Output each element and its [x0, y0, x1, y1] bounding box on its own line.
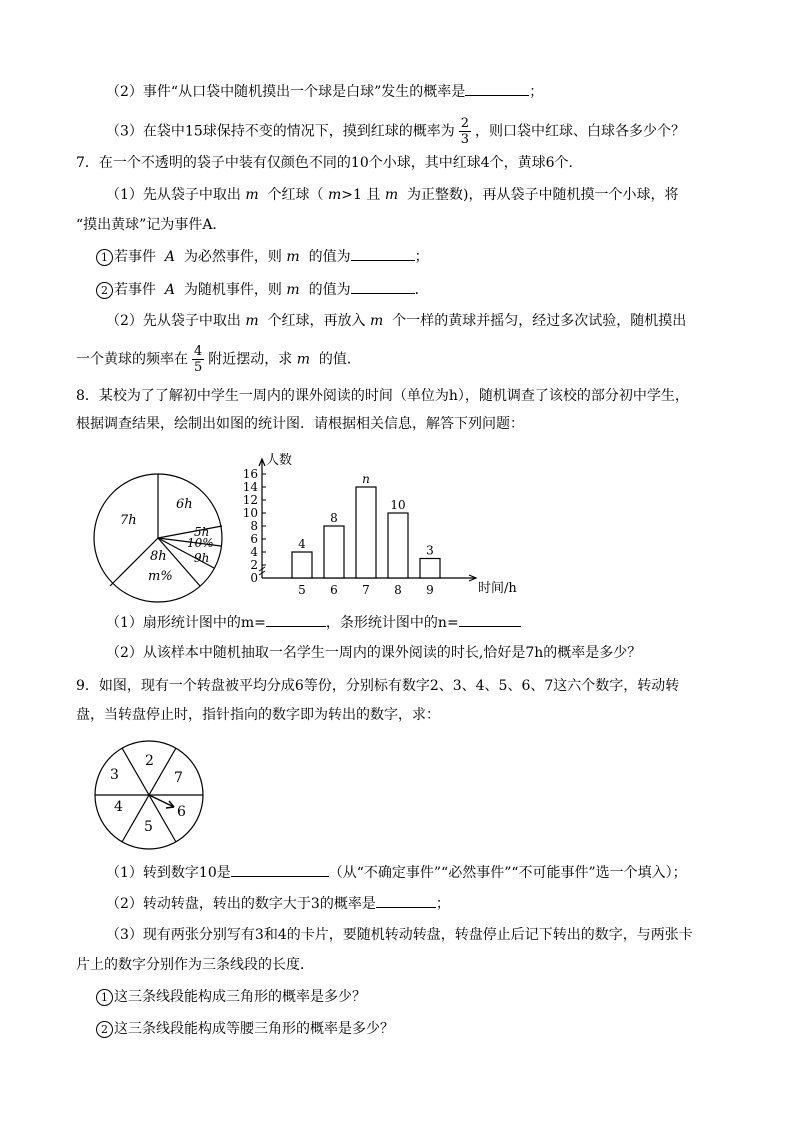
y-tick-label: 8 — [250, 519, 258, 533]
answer-blank-m[interactable] — [266, 612, 326, 627]
spinner-number: 7 — [174, 770, 183, 786]
q7-part2-line2: 一个黄球的频率在 $\frac{4}{5}$ 附近摆动，求 m 的值． — [76, 344, 361, 375]
answer-blank[interactable] — [376, 893, 436, 908]
y-tick-label: 4 — [250, 545, 258, 559]
q9-sub2: 2 这三条线段能构成等腰三角形的概率是多少？ — [96, 1019, 394, 1039]
q9-stem-line1: 9．如图，现有一个转盘被平均分成6等份，分别标有数字2、3、4、5、6、7这六个数字，转动转 — [76, 678, 680, 694]
answer-blank[interactable] — [351, 279, 415, 294]
bar-chart-xlabel: 时间/h — [478, 581, 517, 596]
circled-number: 2 — [96, 282, 113, 299]
q9-part3-line1: （3）现有两张分别写有3和4的卡片，要随机转动转盘，转盘停止后记下转出的数字，与两张卡 — [106, 927, 693, 943]
spinner-number: 3 — [110, 767, 119, 783]
y-tick-label: 12 — [242, 493, 258, 507]
bar — [292, 552, 312, 578]
bar-data-label: 4 — [298, 537, 306, 551]
bar — [388, 513, 408, 578]
bar — [356, 487, 376, 578]
bar-chart — [240, 448, 540, 598]
circled-number: 2 — [96, 1021, 113, 1038]
circled-number: 1 — [96, 249, 113, 266]
q8-stem-line2: 根据调查结果，绘制出如图的统计图．请根据相关信息，解答下列问题： — [76, 416, 524, 432]
y-tick-label: 10 — [242, 506, 258, 520]
spinner — [90, 737, 210, 857]
pie-label-10-percent: 10% — [187, 536, 214, 550]
answer-blank-n[interactable] — [459, 612, 521, 627]
bar — [420, 559, 440, 579]
y-tick-label: 6 — [250, 532, 258, 546]
bar-chart-ylabel: 人数 — [266, 453, 293, 468]
bar — [324, 526, 344, 578]
y-tick-label: 2 — [250, 558, 258, 572]
x-tick-label: 6 — [330, 583, 338, 597]
pie-label-9h: 9h — [194, 551, 210, 565]
answer-blank[interactable] — [231, 862, 329, 877]
q9-sub1: 1 这三条线段能构成三角形的概率是多少？ — [96, 987, 366, 1007]
q9-part2: （2）转动转盘，转出的数字大于3的概率是 ； — [106, 893, 450, 914]
spinner-number: 2 — [145, 753, 154, 769]
x-tick-label: 5 — [298, 583, 306, 597]
x-tick-label: 8 — [394, 583, 402, 597]
q7-part1-line1: （1）先从袋子中取出 m 个红球（ m>1 且 m 为正整数)，再从袋子中随机摸一个小球，将 — [106, 187, 679, 203]
spinner-number: 6 — [177, 804, 186, 820]
q7-stem: 7．在一个不透明的袋子中装有仅颜色不同的10个小球，其中红球4个，黄球6个． — [76, 155, 583, 171]
answer-blank[interactable] — [465, 81, 529, 96]
pie-label-m-percent: m% — [148, 569, 173, 584]
fraction-two-thirds: $\frac{2}{3}$ — [460, 116, 470, 147]
spinner-number: 4 — [114, 799, 123, 815]
pie-label-6h: 6h — [176, 497, 193, 512]
x-tick-label: 7 — [362, 583, 370, 597]
bar-data-label: 8 — [330, 511, 338, 525]
q9-part3-line2: 片上的数字分别作为三条线段的长度． — [76, 957, 314, 973]
q7-sub2: 2 若事件 A 为随机事件，则 m 的值为 ． — [96, 279, 429, 300]
circled-number: 1 — [96, 989, 113, 1006]
pie-chart — [90, 468, 230, 608]
q7-part1-line2: “摸出黄球”记为事件A． — [76, 217, 227, 233]
q9-stem-line2: 盘，当转盘停止时，指针指向的数字即为转出的数字，求： — [76, 707, 440, 723]
y-tick-label: 0 — [250, 571, 258, 585]
q6-part2: （2）事件“从口袋中随机摸出一个球是白球”发生的概率是 ； — [106, 81, 543, 102]
pie-label-7h: 7h — [120, 513, 137, 528]
x-tick-label: 9 — [426, 583, 434, 597]
q7-part2-line1: （2）先从袋子中取出 m 个红球，再放入 m 个一样的黄球并摇匀，经过多次试验，随机摸出 — [106, 313, 687, 329]
q7-sub1: 1 若事件 A 为必然事件，则 m 的值为 ； — [96, 246, 429, 267]
fraction-four-fifths: $\frac{4}{5}$ — [194, 344, 203, 375]
spinner-number: 5 — [144, 819, 153, 835]
pie-label-8h: 8h — [150, 549, 167, 564]
answer-blank[interactable] — [351, 246, 415, 261]
y-tick-label: 14 — [242, 480, 258, 494]
q8-part2: （2）从该样本中随机抽取一名学生一周内的课外阅读的时长,恰好是7h的概率是多少？ — [106, 645, 642, 661]
bar-data-label: 3 — [426, 543, 434, 558]
q6-part3: （3）在袋中15球保持不变的情况下，摸到红球的概率为 $\frac{2}{3}$ ，则口袋中红球、白球各多少个？ — [106, 116, 686, 147]
q9-part1: （1）转到数字10是 （从“不确定事件”“必然事件”“不可能事件”选一个填入）； — [106, 862, 687, 883]
bar-data-label: n — [362, 472, 370, 486]
q8-stem-line1: 8．某校为了了解初中学生一周内的课外阅读的时间（单位为h），随机调查了该校的部分初中学生， — [76, 388, 689, 404]
q8-part1: （1）扇形统计图中的m= ，条形统计图中的n= — [106, 612, 521, 633]
bar-data-label: 10 — [390, 498, 406, 512]
y-tick-label: 16 — [242, 467, 258, 481]
pie-label-5h: 5h — [194, 525, 210, 539]
